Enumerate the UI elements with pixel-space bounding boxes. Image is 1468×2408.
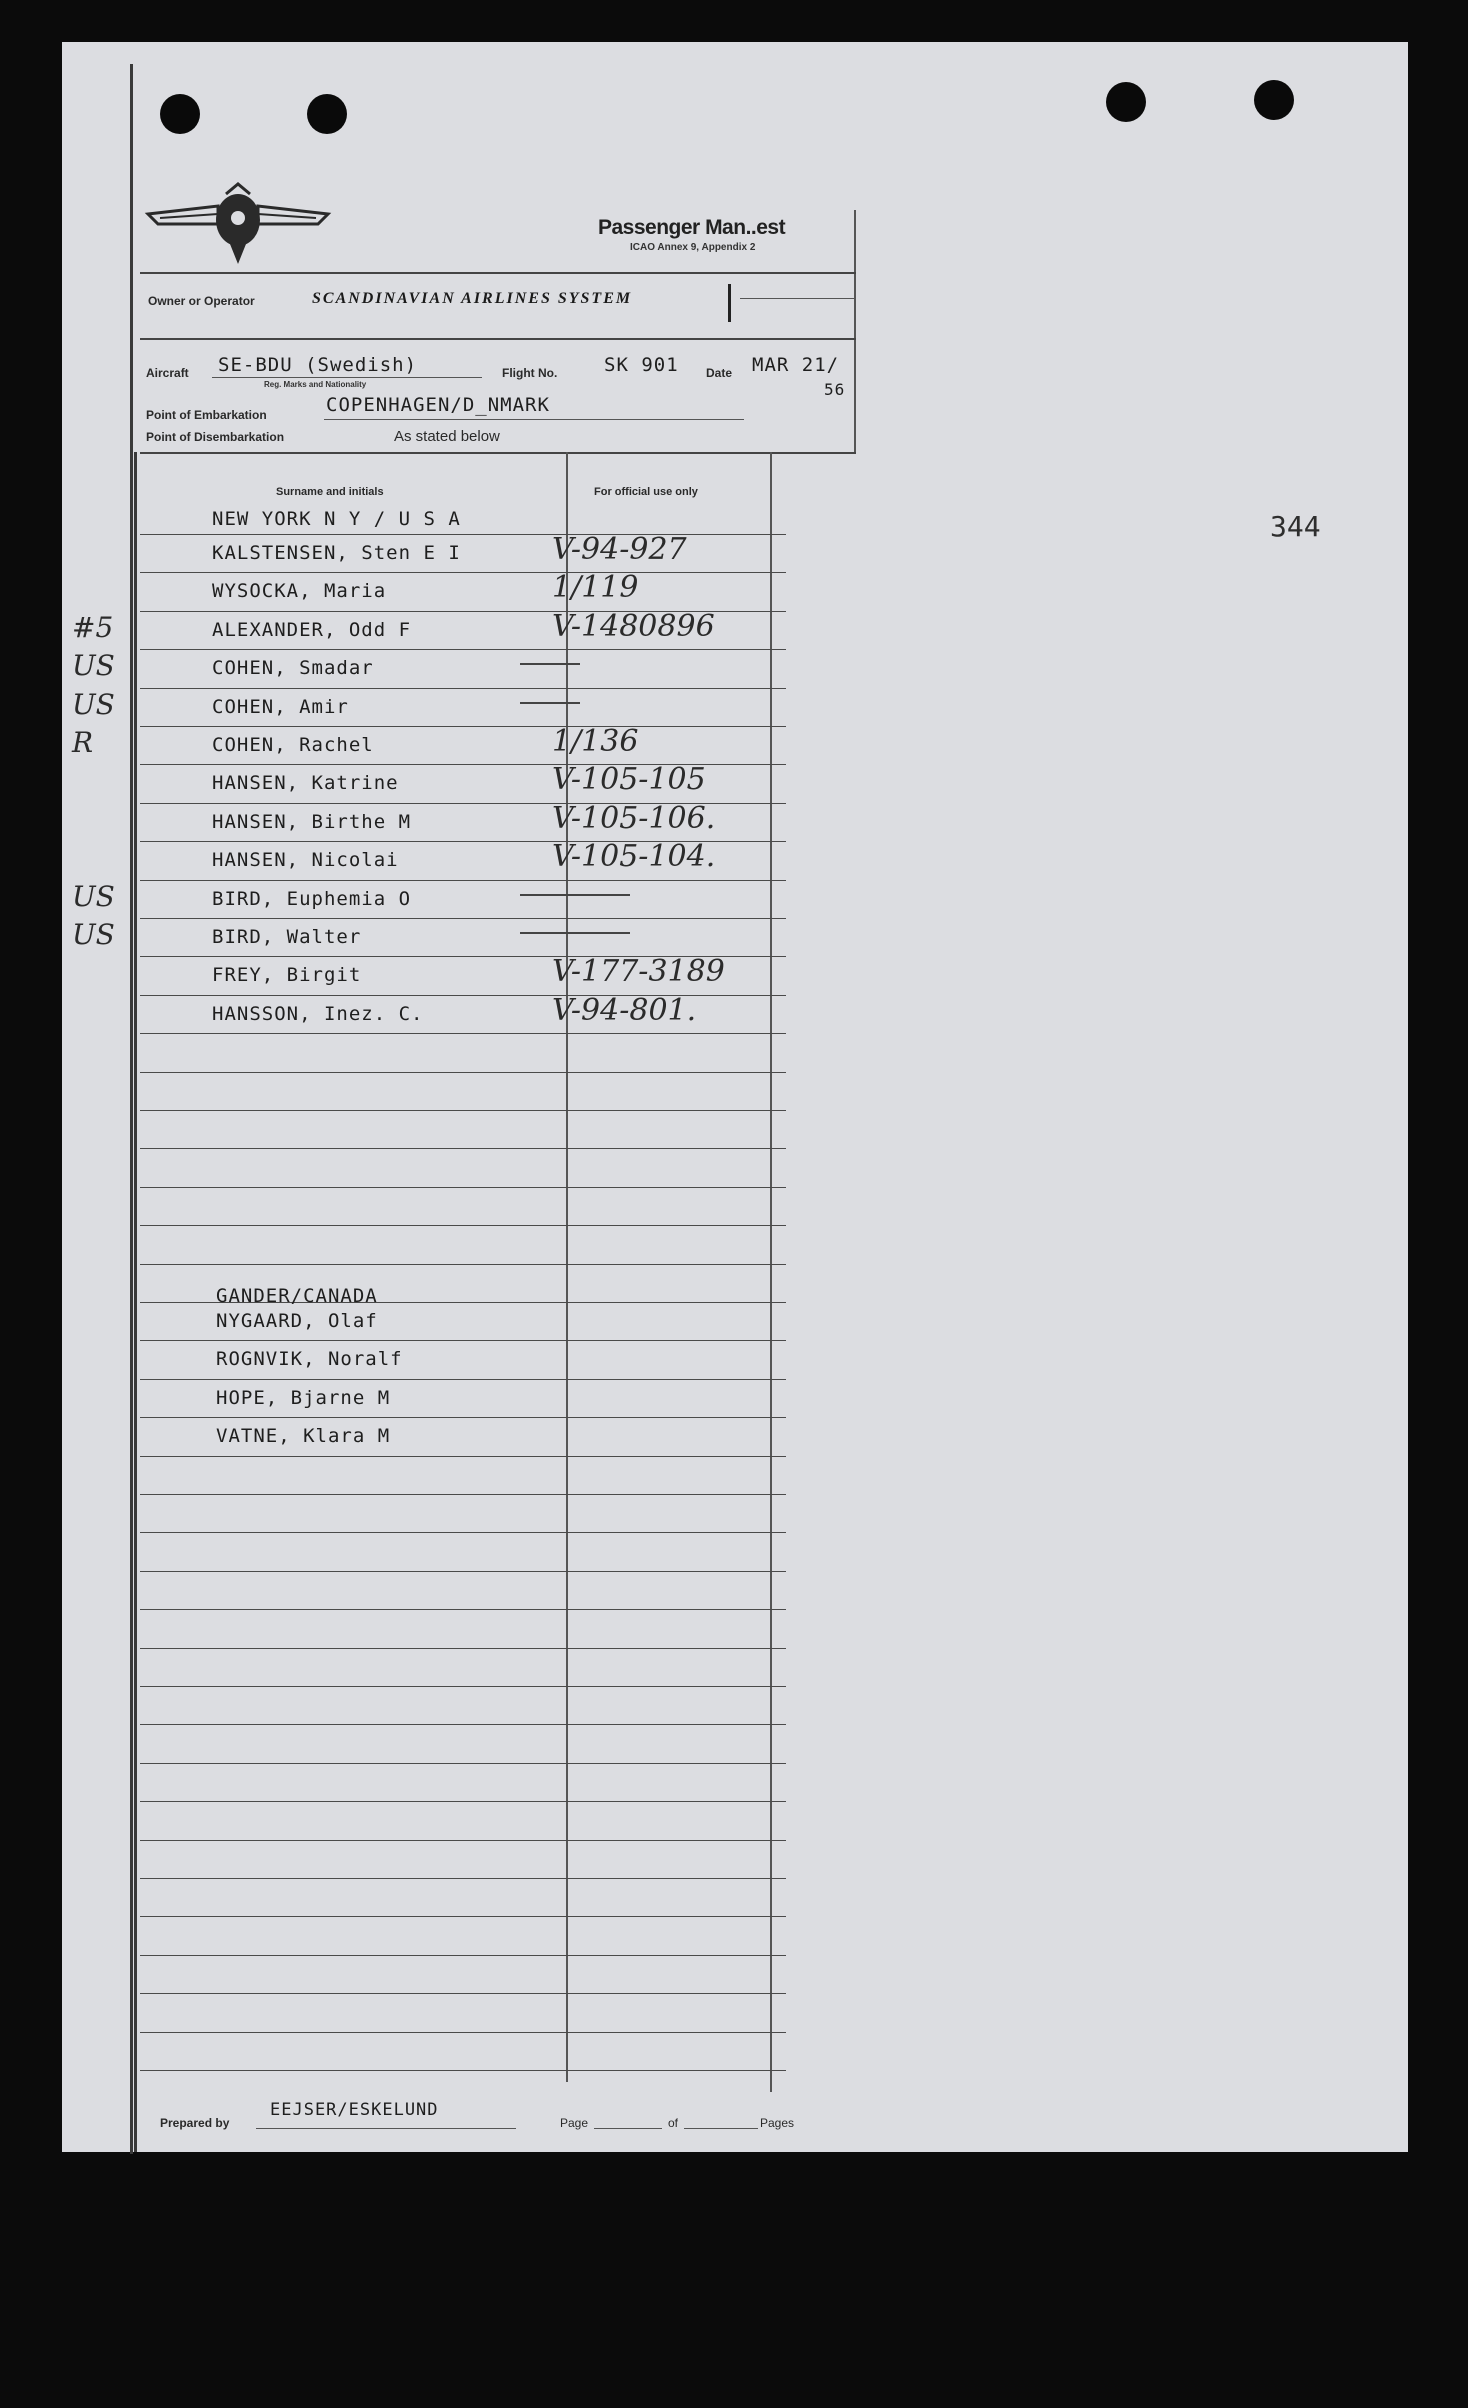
table-row-rule — [140, 1609, 786, 1610]
prepared-value: EEJSER/ESKELUND — [270, 2100, 439, 2120]
of-label: of — [668, 2116, 679, 2130]
embarkation-underline — [324, 419, 744, 420]
table-row-rule — [140, 880, 786, 881]
table-row-rule — [140, 1878, 786, 1879]
table-row-rule — [140, 1686, 786, 1687]
table-row-rule — [140, 572, 786, 573]
disembarkation-value: As stated below — [394, 428, 500, 445]
table-row-rule — [140, 2032, 786, 2033]
owner-mark — [728, 284, 731, 322]
destination-heading: GANDER/CANADA — [216, 1285, 378, 1307]
table-row-rule — [140, 1955, 786, 1956]
table-divider — [566, 452, 568, 2082]
header-rule — [140, 272, 856, 274]
table-row-rule — [140, 1494, 786, 1495]
table-row-rule — [140, 1264, 786, 1265]
passenger-name: FREY, Birgit — [212, 964, 362, 987]
owner-value: SCANDINAVIAN AIRLINES SYSTEM — [312, 290, 633, 307]
table-right-border — [770, 452, 772, 2092]
disembarkation-label: Point of Disembarkation — [146, 430, 285, 444]
margin-annotation: #5 — [72, 610, 114, 644]
owner-underline — [740, 298, 854, 299]
owner-label: Owner or Operator — [148, 294, 255, 308]
table-row-rule — [140, 1571, 786, 1572]
form-title: Passenger Man..est — [598, 216, 786, 239]
flight-label: Flight No. — [502, 366, 558, 380]
table-row-rule — [140, 1724, 786, 1725]
official-use-entry: V-177-3189 — [552, 954, 725, 990]
official-use-dash — [520, 894, 630, 896]
passenger-name: HANSEN, Nicolai — [212, 849, 399, 872]
col-header-official: For official use only — [594, 486, 698, 498]
embarkation-label: Point of Embarkation — [146, 408, 267, 422]
table-row-rule — [140, 1110, 786, 1111]
of-underline — [684, 2128, 758, 2129]
table-row-rule — [140, 1456, 786, 1457]
passenger-name: BIRD, Euphemia O — [212, 887, 412, 910]
table-row-rule — [140, 1225, 786, 1226]
date-label: Date — [706, 366, 733, 380]
passenger-name: HOPE, Bjarne M — [216, 1386, 391, 1409]
passenger-name: KALSTENSEN, Sten E I — [212, 542, 461, 564]
table-row-rule — [140, 1417, 786, 1418]
table-row-rule — [140, 1072, 786, 1073]
table-row-rule — [140, 1379, 786, 1380]
margin-annotation: US — [72, 879, 115, 913]
table-row-rule — [140, 1187, 786, 1188]
table-row-rule — [140, 1148, 786, 1149]
table-row-rule — [140, 2070, 786, 2071]
table-row-rule — [140, 1840, 786, 1841]
passenger-name: ROGNVIK, Noralf — [216, 1348, 403, 1371]
prepared-label: Prepared by — [160, 2116, 230, 2130]
passenger-name: NYGAARD, Olaf — [216, 1310, 378, 1332]
header-rule — [140, 338, 856, 340]
table-row-rule — [140, 1340, 786, 1341]
passenger-name: WYSOCKA, Maria — [212, 580, 387, 603]
official-use-dash — [520, 663, 580, 665]
form-subtitle: ICAO Annex 9, Appendix 2 — [630, 242, 756, 253]
airline-logo-icon — [148, 184, 328, 266]
table-row-rule — [140, 726, 786, 727]
passenger-name: COHEN, Smadar — [212, 657, 374, 680]
official-use-entry: V-1480896 — [552, 608, 715, 644]
destination-heading: NEW YORK N Y / U S A — [212, 508, 461, 530]
embarkation-value: COPENHAGEN/D_NMARK — [326, 394, 550, 416]
official-use-dash — [520, 932, 630, 934]
official-use-dash — [520, 702, 580, 704]
aircraft-label: Aircraft — [146, 366, 189, 380]
margin-annotation: US — [72, 918, 115, 951]
table-row-rule — [140, 1532, 786, 1533]
official-use-entry: V-105-104. — [552, 839, 716, 875]
aircraft-underline — [212, 377, 482, 378]
page-number: 344 — [1270, 510, 1321, 543]
table-row-rule — [140, 649, 786, 650]
margin-annotation: US — [72, 649, 115, 683]
passenger-name: HANSSON, Inez. C. — [212, 1002, 424, 1025]
table-row-rule — [140, 1033, 786, 1034]
official-use-entry: V-105-106. — [552, 800, 716, 836]
margin-annotation: US — [72, 687, 115, 721]
official-use-entry: 1/136 — [552, 724, 639, 759]
passenger-name: COHEN, Amir — [212, 695, 349, 718]
aircraft-value: SE-BDU (Swedish) — [218, 354, 418, 376]
passenger-name: HANSEN, Katrine — [212, 772, 399, 795]
margin-annotation: R — [72, 726, 94, 759]
table-row-rule — [140, 1916, 786, 1917]
col-header-names: Surname and initials — [276, 486, 384, 498]
table-row-rule — [140, 534, 786, 535]
table-row-rule — [140, 1763, 786, 1764]
passenger-name: ALEXANDER, Odd F — [212, 618, 412, 641]
page-label: Page — [560, 2116, 589, 2130]
aircraft-sublabel: Reg. Marks and Nationality — [264, 380, 367, 389]
page-underline — [594, 2128, 662, 2129]
passenger-name: VATNE, Klara M — [216, 1425, 391, 1448]
passenger-name: BIRD, Walter — [212, 926, 362, 948]
punch-hole — [1254, 80, 1294, 120]
official-use-entry: V-105-105 — [552, 762, 706, 798]
passenger-name: COHEN, Rachel — [212, 734, 374, 756]
official-use-entry: V-94-927 — [552, 532, 687, 567]
table-row-rule — [140, 688, 786, 689]
date-value: MAR 21/ — [752, 354, 840, 376]
table-row-rule — [140, 1648, 786, 1649]
passenger-name: HANSEN, Birthe M — [212, 810, 412, 833]
date-year: 56 — [824, 380, 846, 399]
pages-label: Pages — [760, 2116, 795, 2130]
prepared-underline — [256, 2128, 516, 2129]
table-left-border — [134, 452, 137, 2152]
official-use-entry: 1/119 — [552, 570, 639, 606]
header-rule — [140, 452, 856, 454]
punch-hole — [1106, 82, 1146, 122]
table-row-rule — [140, 918, 786, 919]
table-row-rule — [140, 1993, 786, 1994]
flight-value: SK 901 — [604, 354, 679, 376]
table-row-rule — [140, 1801, 786, 1802]
header-box-right — [854, 210, 856, 454]
official-use-entry: V-94-801. — [552, 992, 697, 1028]
